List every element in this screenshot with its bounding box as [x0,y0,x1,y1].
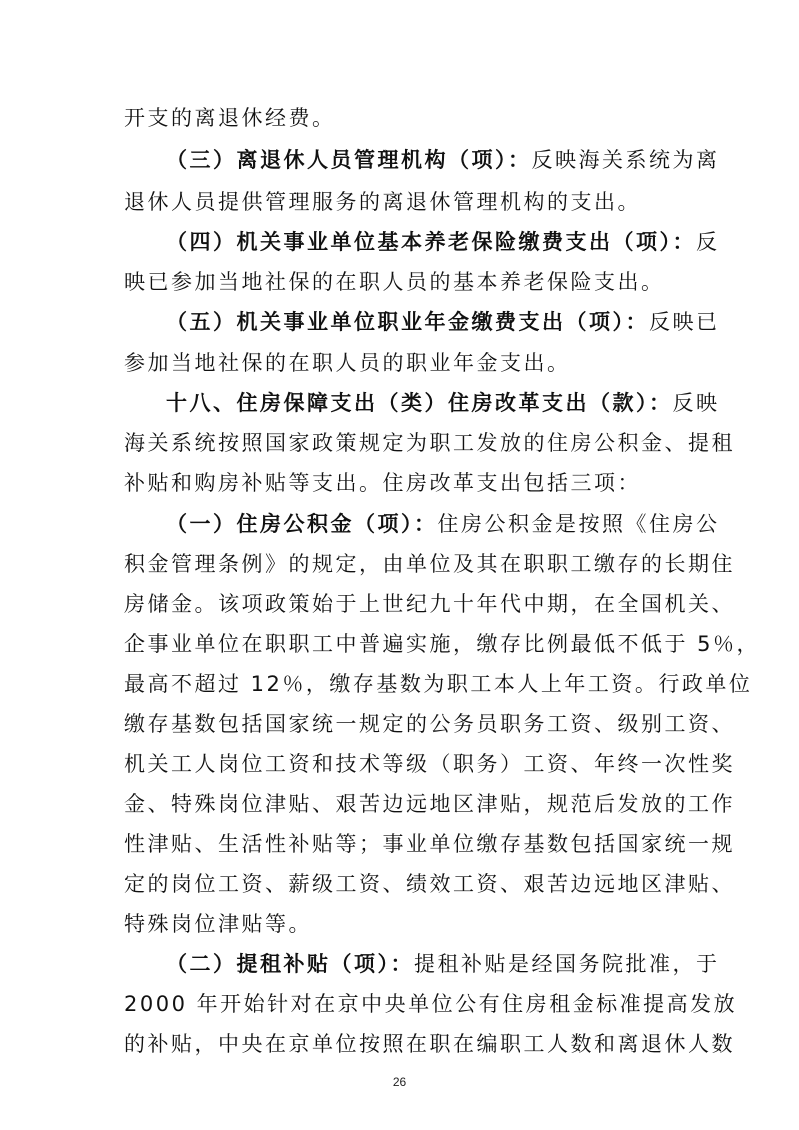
paragraph-text: 机关工人岗位工资和技术等级（职务）工资、年终一次性奖 [124,752,735,776]
paragraph-text: 定的岗位工资、薪级工资、绩效工资、艰苦边远地区津贴、 [124,872,735,896]
section-heading-pension-insurance: （四）机关事业单位基本养老保险缴费支出（项）： [166,230,696,254]
paragraph-line [124,423,735,463]
paragraph-text: 金、特殊岗位津贴、艰苦边远地区津贴，规范后发放的工作 [124,792,735,816]
section-heading-line [166,302,720,342]
paragraph-line [124,784,735,824]
section-heading-housing-fund: （一）住房公积金（项）： [166,512,438,536]
paragraph-text: 开支的离退休经费。 [124,106,336,130]
paragraph-line [124,864,735,904]
paragraph-line [124,463,684,503]
paragraph-line [124,904,684,944]
paragraph-text: 参加当地社保的在职人员的职业年金支出。 [124,351,571,375]
paragraph-text: 住房公积金是按照《住房公 [437,512,720,536]
paragraph-text: 2000 年开始针对在京中央单位公有住房租金标准提高发放 [124,992,738,1016]
paragraph-line [124,1024,735,1064]
page-number: 26 [392,1075,407,1089]
paragraph-text: 海关系统按照国家政策规定为职工发放的住房公积金、提租 [124,431,735,455]
paragraph-text: 房储金。该项政策始于上世纪九十年代中期，在全国机关、 [124,592,735,616]
paragraph-line [124,664,753,704]
section-heading-line [166,140,720,180]
paragraph-text: 反 [696,230,720,254]
section-heading-rent-subsidy: （二）提租补贴（项）： [166,952,414,976]
section-heading-retiree-management: （三）离退休人员管理机构（项）： [166,148,532,172]
paragraph-text: 特殊岗位津贴等。 [124,912,312,936]
paragraph-line [124,343,684,383]
paragraph-text: 缴存基数包括国家统一规定的公务员职务工资、级别工资、 [124,712,735,736]
paragraph-line [124,262,684,302]
paragraph-line [124,182,684,222]
paragraph-text: 性津贴、生活性补贴等；事业单位缴存基数包括国家统一规 [124,832,735,856]
paragraph-text: 退休人员提供管理服务的离退休管理机构的支出。 [124,190,641,214]
paragraph-text: 反映已 [649,310,720,334]
paragraph-line [124,584,735,624]
paragraph-text: 反映 [672,391,720,415]
paragraph-text: 企事业单位在职职工中普遍实施，缴存比例最低不低于 5％， [124,632,761,656]
paragraph-line [124,744,735,784]
paragraph-line [124,544,735,584]
paragraph-text: 的补贴，中央在京单位按照在职在编职工人数和离退休人数 [124,1032,735,1056]
paragraph-text: 补贴和购房补贴等支出。住房改革支出包括三项： [124,471,641,495]
paragraph-text: 最高不超过 12％，缴存基数为职工本人上年工资。行政单位 [124,672,753,696]
paragraph-line [124,984,738,1024]
paragraph-line [124,624,761,664]
paragraph-text: 积金管理条例》的规定，由单位及其在职职工缴存的长期住 [124,552,735,576]
section-heading-line [166,504,720,544]
section-heading-occupational-annuity: （五）机关事业单位职业年金缴费支出（项）： [166,310,649,334]
paragraph-text: 提租补贴是经国务院批准，于 [414,952,720,976]
section-heading-housing-security: 十八、住房保障支出（类）住房改革支出（款）： [166,391,673,415]
paragraph-text: 反映海关系统为离 [531,148,720,172]
paragraph-line [124,98,684,138]
paragraph-line [124,704,735,744]
paragraph-line [124,824,735,864]
section-heading-line [166,222,720,262]
section-heading-line [166,383,720,423]
paragraph-text: 映已参加当地社保的在职人员的基本养老保险支出。 [124,270,665,294]
section-heading-line [166,944,720,984]
